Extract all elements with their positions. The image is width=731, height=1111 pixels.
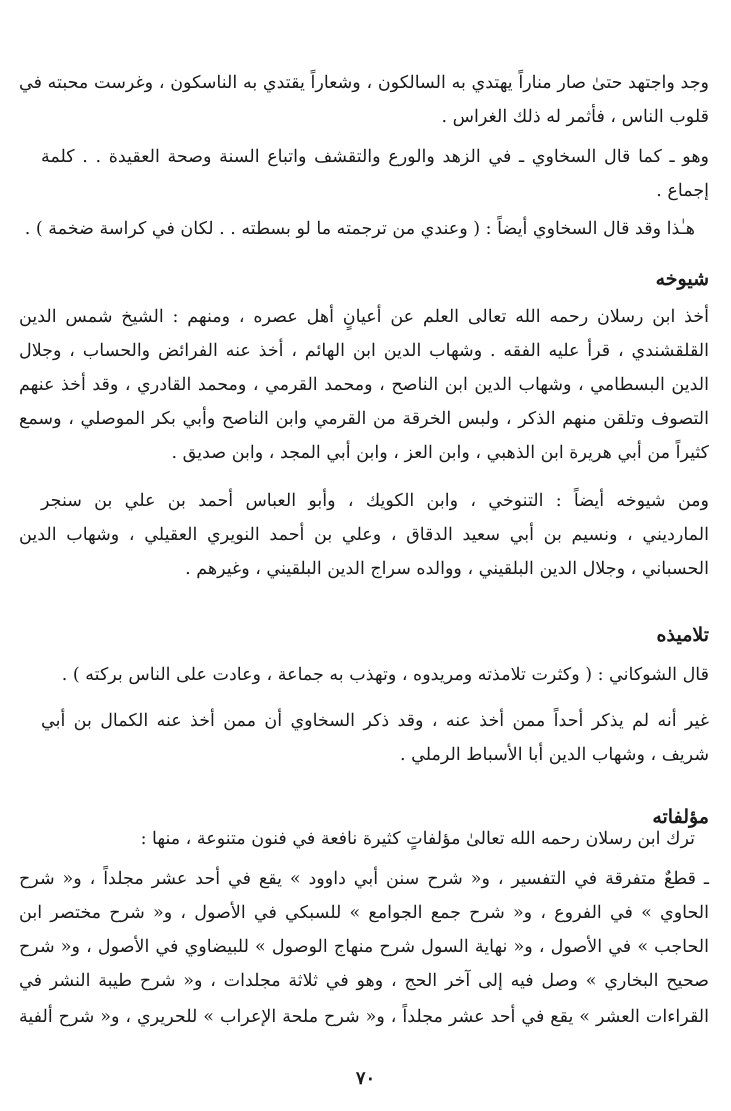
paragraph-line: شريف ، وشهاب الدين أبا الأسباط الرملي . (400, 745, 709, 765)
section-heading-muallafat: مؤلفاته (652, 806, 709, 828)
paragraph-line: ـ قطعٌ متفرقة في التفسير ، و« شرح سنن أبي داوود » يقع في أحد عشر مجلداً ، و« شرح (19, 869, 709, 889)
paragraph-line: وجد واجتهد حتىٰ صار مناراً يهتدي به السالكون ، وشعاراً يقتدي به الناسكون ، وغرست محبته في (19, 73, 709, 93)
paragraph-line: ومن شيوخه أيضاً : التنوخي ، وابن الكويك ، وأبو العباس أحمد بن علي بن سنجر (41, 491, 709, 511)
paragraph-line: التصوف وتلقن منهم الذكر ، ولبس الخرقة من القرمي وابن الناصح وأبي بكر الموصلي ، وسمع (19, 409, 709, 429)
paragraph-line: أخذ ابن رسلان رحمه الله تعالى العلم عن أعيانٍ أهل عصره ، ومنهم : الشيخ شمس الدين (19, 307, 709, 327)
paragraph-line: الماردیني ، ونسيم بن أبي سعيد الدقاق ، وعلي بن أحمد النويري العقيلي ، وشهاب الدين (19, 525, 709, 545)
paragraph-line: الحسباني ، وجلال الدين البلقيني ، ووالده سراج الدين البلقيني ، وغيرهم . (185, 559, 709, 579)
paragraph-line: إجماع . (656, 181, 709, 201)
page-number: ٧٠ (355, 1068, 376, 1089)
section-heading-talamidh: تلاميذه (656, 624, 709, 646)
paragraph-line: كثيراً من أبي هريرة ابن الذهبي ، وابن العز ، وابن أبي المجد ، وابن صديق . (171, 443, 709, 463)
paragraph-line: القلقشندي ، قرأ عليه الفقه . وشهاب الدين ابن الهائم ، أخذ عنه الفرائض والحساب ، وجلال (19, 341, 709, 361)
paragraph-line: صحيح البخاري » وصل فيه إلى آخر الحج ، وهو في ثلاثة مجلدات ، و« شرح طيبة النشر في (19, 971, 709, 991)
section-heading-shuyukh: شيوخه (655, 268, 709, 290)
paragraph-line: هـٰذا وقد قال السخاوي أيضاً : ( وعندي من ترجمته ما لو بسطته . . لكان في كراسة ضخمة ) . (24, 219, 695, 239)
paragraph-line: الحاوي » في الفروع ، و« شرح جمع الجوامع » للسبكي في الأصول ، و« شرح مختصر ابن (19, 903, 709, 923)
paragraph-line: ترك ابن رسلان رحمه الله تعالىٰ مؤلفاتٍ كثيرة نافعة في فنون متنوعة ، منها : (140, 829, 695, 849)
paragraph-line: القراءات العشر » يقع في أحد عشر مجلداً ، و« شرح ملحة الإعراب » للحريري ، و« شرح ألفية (19, 1007, 709, 1027)
paragraph-line: الدين البسطامي ، وشهاب الدين ابن الناصح ، ومحمد القرمي ، ومحمد القادري ، وقد أخذ عنهم (19, 375, 709, 395)
paragraph-line: وهو ـ كما قال السخاوي ـ في الزهد والورع والتقشف واتباع السنة وصحة العقيدة . . كلمة (41, 147, 709, 167)
paragraph-line: الحاجب » في الأصول ، و« نهاية السول شرح منهاج الوصول » للبيضاوي في الأصول ، و« شرح (19, 937, 709, 957)
paragraph-line: قال الشوكاني : ( وكثرت تلامذته ومريدوه ، وتهذب به جماعة ، وعادت على الناس بركته ) . (61, 665, 709, 685)
paragraph-line: قلوب الناس ، فأثمر له ذلك الغراس . (441, 107, 709, 127)
paragraph-line: غير أنه لم يذكر أحداً ممن أخذ عنه ، وقد ذكر السخاوي أن ممن أخذ عنه الكمال بن أبي (41, 711, 709, 731)
